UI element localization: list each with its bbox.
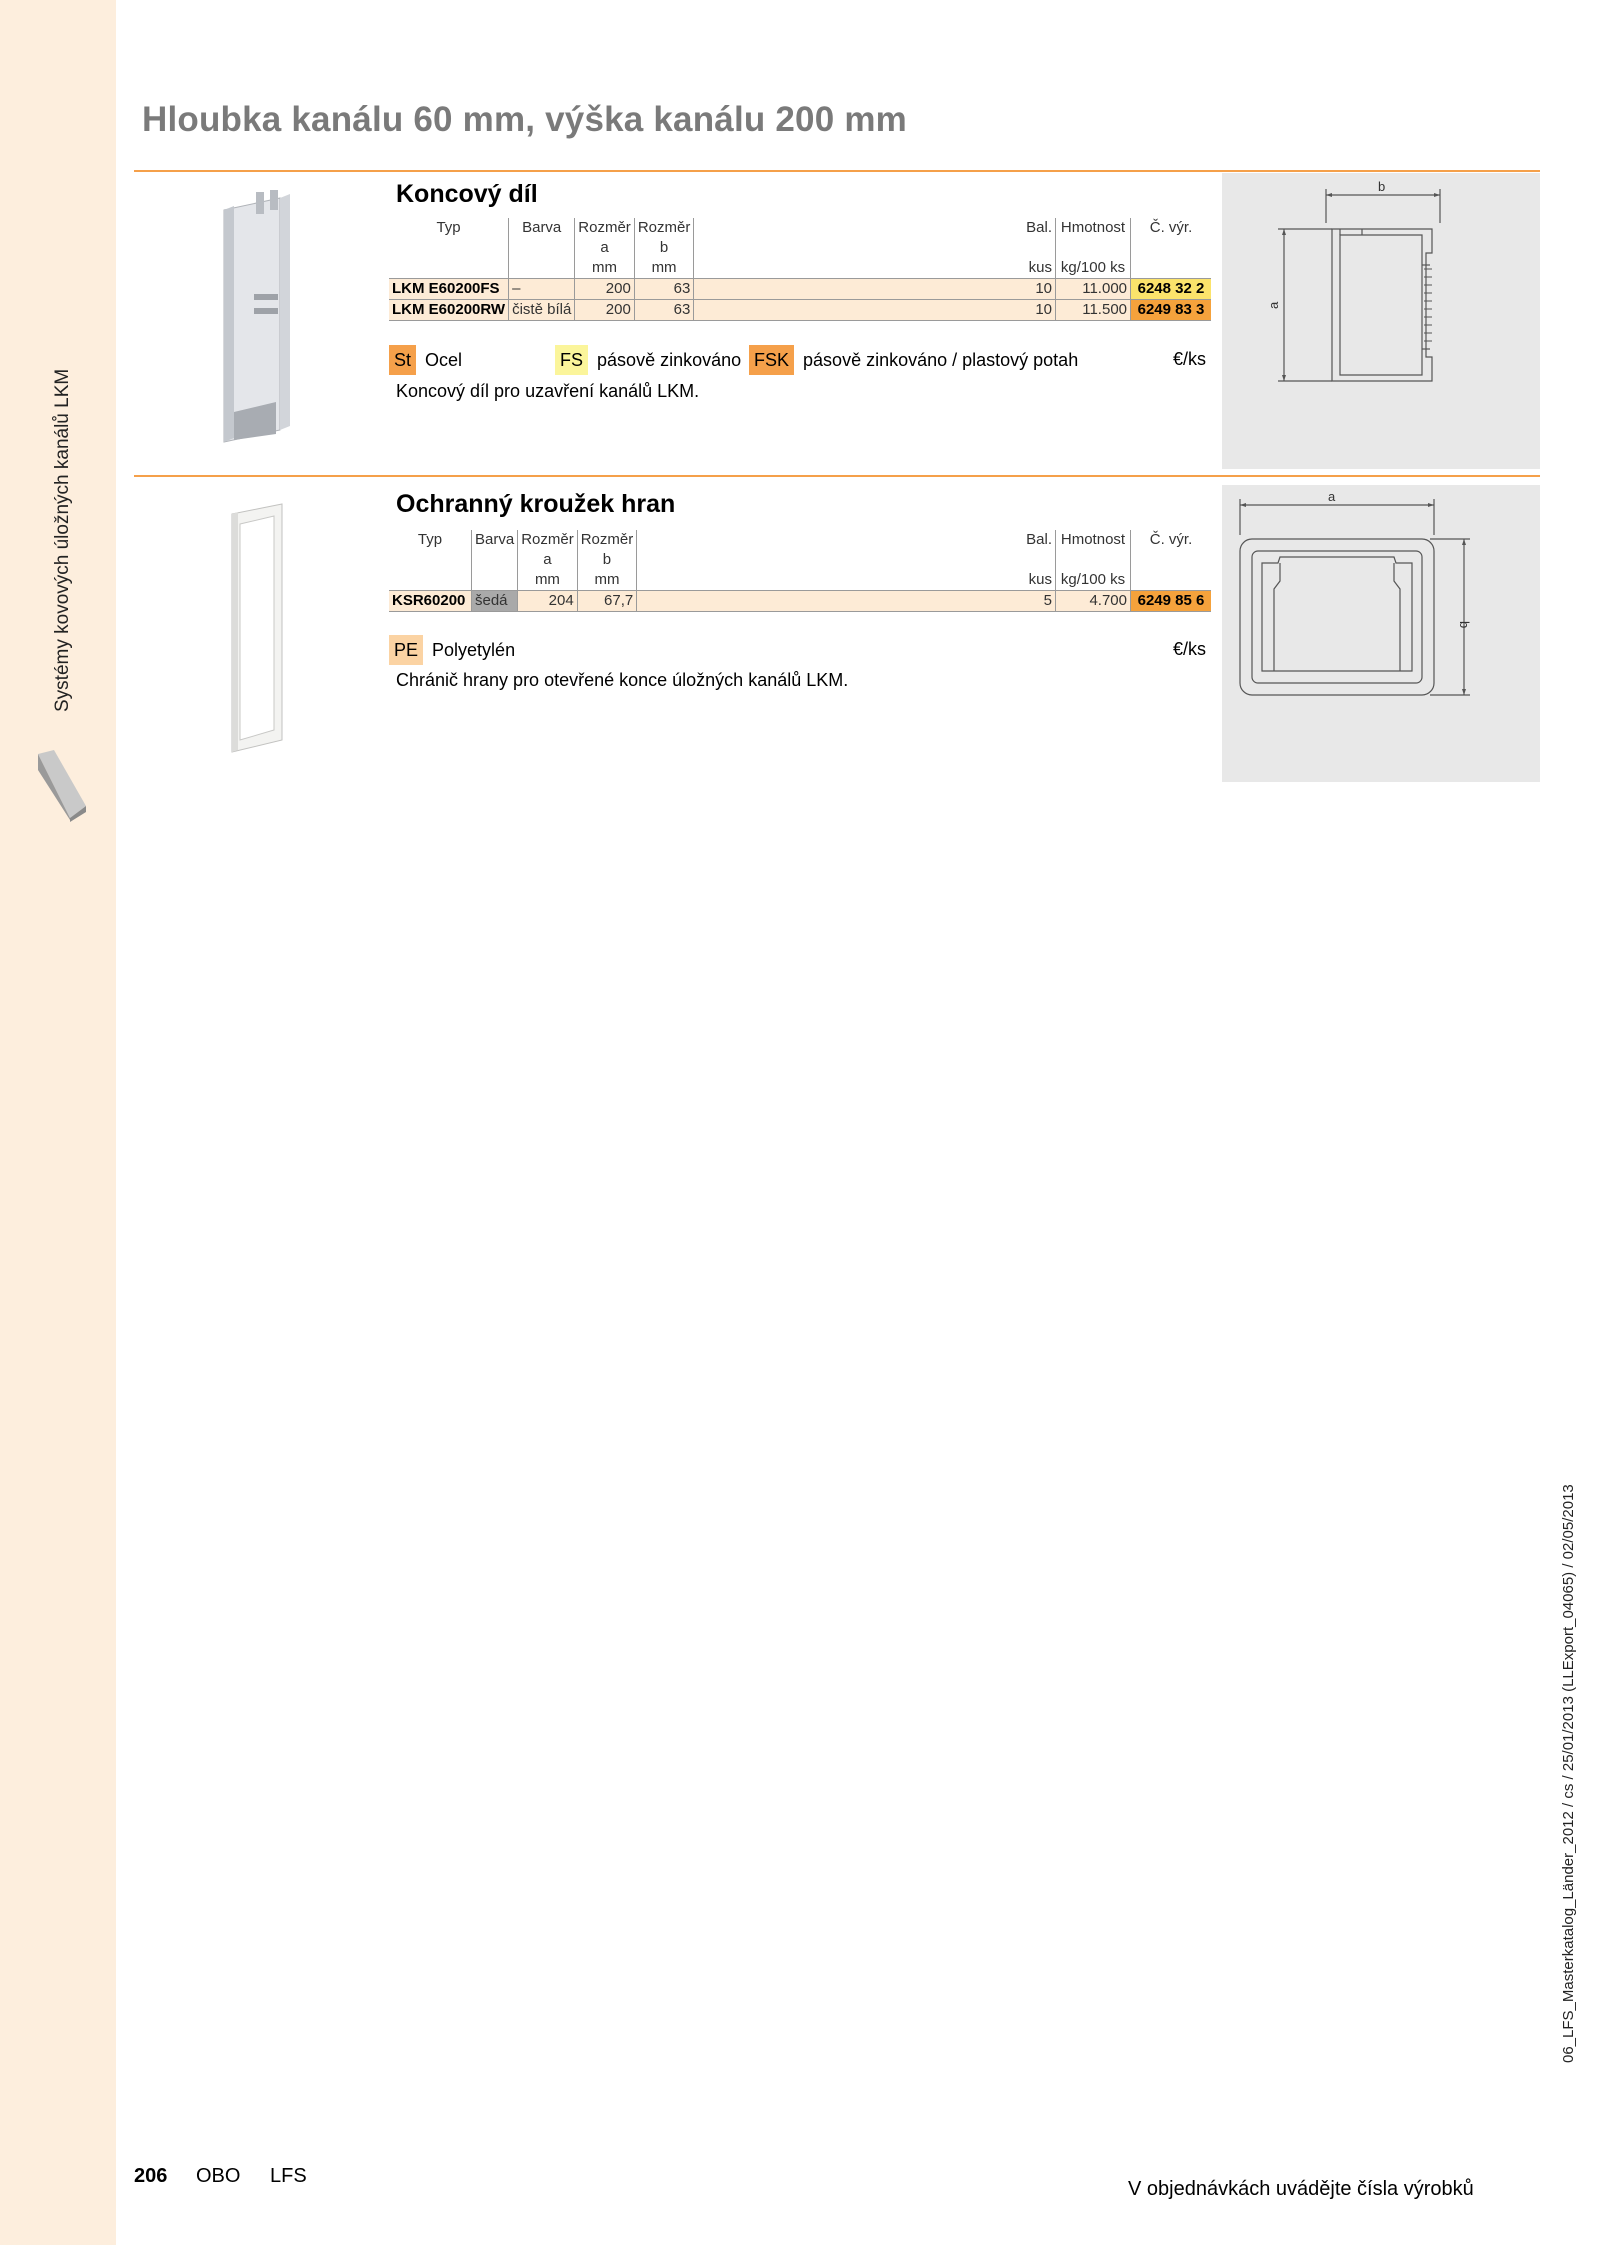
dimension-label: b	[1378, 179, 1386, 194]
cell-barva: čistě bílá	[509, 300, 575, 321]
col-rozmer-a-sub: a	[543, 551, 552, 568]
page-number: 206	[134, 2165, 168, 2187]
cell-a: 200	[575, 300, 635, 321]
cell-hmotnost: 11.000	[1056, 279, 1131, 300]
section-name: LFS	[270, 2165, 307, 2187]
product-heading: Ochranný kroužek hran	[396, 490, 676, 518]
cell-bal: 10	[1009, 300, 1056, 321]
col-bal: Bal.	[1026, 219, 1052, 236]
col-cislo: Č. výr.	[1131, 218, 1212, 258]
page-title: Hloubka kanálu 60 mm, výška kanálu 200 mm	[142, 100, 907, 139]
cell-cislo: 6248 32 2	[1131, 279, 1212, 300]
material-legend	[749, 345, 1078, 375]
material-text: Polyetylén	[432, 640, 516, 660]
cell-cislo: 6249 85 6	[1131, 591, 1212, 612]
cell-barva: –	[509, 279, 575, 300]
col-rozmer-a: Rozměr	[521, 531, 574, 548]
channel-icon	[34, 748, 90, 822]
table-row[interactable]	[389, 279, 1211, 300]
cell-hmotnost: 11.500	[1056, 300, 1131, 321]
cell-b: 63	[634, 279, 694, 300]
price-unit: €/ks	[1172, 349, 1206, 369]
unit-a: mm	[575, 258, 635, 279]
material-legend	[389, 345, 462, 375]
col-typ: Typ	[417, 531, 443, 548]
spec-table	[389, 218, 1211, 321]
catalog-meta: 06_LFS_Masterkatalog_Länder_2012 / cs / 25/01/2013 (LLExport_04065) / 02/05/2013	[1560, 1484, 1577, 2063]
col-bal: Bal.	[1026, 531, 1052, 548]
cell-typ: LKM E60200FS	[389, 279, 509, 300]
col-barva: Barva	[472, 530, 518, 570]
product-description: Chránič hrany pro otevřené konce úložných kanálů LKM.	[396, 670, 849, 690]
cell-barva: šedá	[472, 591, 518, 612]
cell-b: 63	[634, 300, 694, 321]
col-typ: Typ	[436, 219, 461, 236]
section-divider	[134, 170, 1540, 172]
material-code: FSK	[749, 345, 794, 375]
material-code: St	[389, 345, 416, 375]
cell-b: 67,7	[577, 591, 637, 612]
table-row[interactable]	[389, 591, 1211, 612]
col-hmotnost: Hmotnost	[1056, 218, 1131, 258]
col-rozmer-a: Rozměr	[578, 219, 631, 236]
dimension-label: b	[1457, 621, 1472, 629]
cell-cislo: 6249 83 3	[1131, 300, 1212, 321]
technical-drawing	[1222, 485, 1540, 782]
end-piece-image	[210, 190, 300, 450]
cell-bal: 5	[1009, 591, 1056, 612]
edge-ring-image	[222, 500, 292, 755]
unit-a: mm	[518, 570, 578, 591]
product-heading: Koncový díl	[396, 180, 538, 208]
price-unit: €/ks	[1172, 639, 1206, 659]
material-code: FS	[555, 345, 588, 375]
unit-bal: kus	[1028, 259, 1052, 276]
col-rozmer-b: Rozměr	[580, 531, 634, 548]
material-text: Ocel	[425, 350, 463, 370]
col-cislo: Č. výr.	[1131, 530, 1212, 570]
brand-name: OBO	[196, 2165, 241, 2187]
sidebar-title: Systémy kovových úložných kanálů LKM	[52, 368, 73, 712]
material-legend	[389, 635, 515, 665]
table-row[interactable]	[389, 300, 1211, 321]
unit-bal: kus	[1028, 571, 1052, 588]
col-barva: Barva	[509, 218, 575, 258]
section-divider	[134, 475, 1540, 477]
unit-hmotnost: kg/100 ks	[1056, 258, 1131, 279]
col-rozmer-b: Rozměr	[637, 219, 691, 236]
unit-b: mm	[577, 570, 637, 591]
cell-typ: KSR60200	[389, 591, 472, 612]
material-text: pásově zinkováno	[597, 350, 742, 370]
spec-table	[389, 530, 1211, 612]
col-rozmer-b-sub: b	[602, 551, 612, 568]
col-rozmer-b-sub: b	[659, 239, 669, 256]
col-rozmer-a-sub: a	[600, 239, 609, 256]
material-legend	[555, 345, 741, 375]
col-hmotnost: Hmotnost	[1056, 530, 1131, 570]
material-text: pásově zinkováno / plastový potah	[803, 350, 1079, 370]
dimension-label: a	[1328, 489, 1336, 504]
footer-note: V objednávkách uvádějte čísla výrobků	[1128, 2178, 1474, 2200]
technical-drawing	[1222, 173, 1540, 469]
cell-typ: LKM E60200RW	[389, 300, 509, 321]
cell-hmotnost: 4.700	[1056, 591, 1131, 612]
dimension-label: a	[1266, 301, 1281, 309]
cell-bal: 10	[1009, 279, 1056, 300]
product-description: Koncový díl pro uzavření kanálů LKM.	[396, 381, 700, 401]
unit-hmotnost: kg/100 ks	[1056, 570, 1131, 591]
material-code: PE	[389, 635, 423, 665]
cell-a: 200	[575, 279, 635, 300]
unit-b: mm	[634, 258, 694, 279]
cell-a: 204	[518, 591, 578, 612]
